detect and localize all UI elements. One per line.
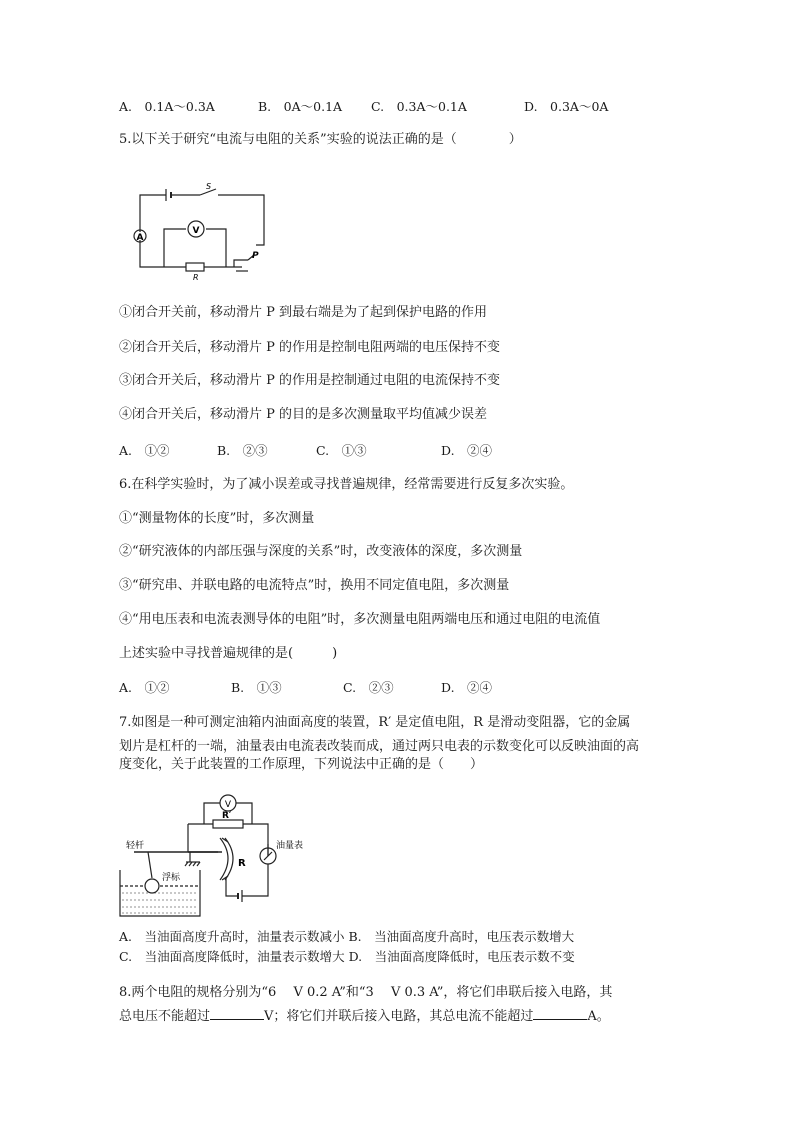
q8-line-1: 8.两个电阻的规格分别为“6 V 0.2 A”和“3 V 0.3 A”，将它们串联后接入电路，其	[119, 985, 613, 1000]
q6-option-d: D. ②④	[441, 680, 493, 695]
q7-voltmeter-label: V	[224, 800, 232, 810]
q6-option-a: A. ①②	[119, 680, 170, 695]
q4-option-d: D. 0.3A～0A	[524, 99, 609, 114]
q5-voltmeter-label: V	[192, 226, 200, 236]
q8-current-blank[interactable]	[533, 1005, 587, 1020]
q7-line-1: 7.如图是一种可测定油箱内油面高度的装置，R′ 是定值电阻，R 是滑动变阻器，它的金属	[119, 715, 631, 730]
q5-slider-label: P	[252, 251, 259, 261]
q5-circuit-diagram	[130, 180, 270, 280]
q6-option-b: B. ①③	[231, 680, 282, 695]
q7-fixed-resistor-label: R′	[222, 811, 232, 821]
q6-statement-2: ②“研究液体的内部压强与深度的关系”时，改变液体的深度，多次测量	[119, 544, 523, 559]
q8-text-b: V；将它们并联后接入电路，其总电流不能超过	[264, 1009, 534, 1024]
q6-statement-1: ①“测量物体的长度”时，多次测量	[119, 511, 315, 526]
q5-option-b: B. ②③	[217, 443, 268, 458]
q5-statement-2: ②闭合开关后，移动滑片 P 的作用是控制电阻两端的电压保持不变	[119, 340, 501, 355]
q7-options-row-2: C. 当油面高度降低时，油量表示数增大 D. 当油面高度降低时，电压表示数不变	[119, 949, 575, 964]
q7-options-row-1: A. 当油面高度升高时，油量表示数减小 B. 当油面高度升高时，电压表示数增大	[119, 929, 575, 944]
q5-option-d: D. ②④	[441, 443, 493, 458]
q7-lever-label: 轻杆	[126, 841, 145, 851]
q6-prompt: 上述实验中寻找普遍规律的是( )	[119, 646, 338, 661]
q5-option-a: A. ①②	[119, 443, 170, 458]
q8-voltage-blank[interactable]	[210, 1005, 264, 1020]
q5-ammeter-label: A	[136, 233, 144, 243]
q5-statement-1: ①闭合开关前，移动滑片 P 到最右端是为了起到保护电路的作用	[119, 305, 488, 320]
q6-option-c: C. ②③	[343, 680, 394, 695]
q7-float-label: 浮标	[162, 873, 181, 883]
q7-line-2: 划片是杠杆的一端，油量表由电流表改装而成，通过两只电表的示数变化可以反映油面的高	[119, 739, 640, 754]
q5-switch-label: S	[206, 182, 212, 191]
q7-gauge-label: 油量表	[276, 841, 304, 851]
q5-resistor-label: R	[193, 273, 199, 280]
q4-option-a: A. 0.1A～0.3A	[119, 99, 215, 114]
q5-statement-3: ③闭合开关后，移动滑片 P 的作用是控制通过电阻的电流保持不变	[119, 373, 501, 388]
q4-option-c: C. 0.3A～0.1A	[371, 99, 467, 114]
q8-line-2	[119, 1005, 610, 1026]
q7-oil-gauge-diagram	[118, 790, 318, 920]
q6-statement-4: ④“用电压表和电流表测导体的电阻”时，多次测量电阻两端电压和通过电阻的电流值	[119, 612, 601, 627]
q6-question: 6.在科学实验时，为了减小误差或寻找普遍规律，经常需要进行反复多次实验。	[119, 477, 574, 492]
q6-statement-3: ③“研究串、并联电路的电流特点”时，换用不同定值电阻，多次测量	[119, 578, 510, 593]
q7-line-3: 度变化，关于此装置的工作原理，下列说法中正确的是（ ）	[119, 757, 484, 772]
q8-text-a: 总电压不能超过	[119, 1009, 211, 1024]
q5-option-c: C. ①③	[316, 443, 367, 458]
q4-option-b: B. 0A～0.1A	[258, 99, 343, 114]
q8-text-c: A。	[587, 1009, 610, 1024]
q7-rheostat-label: R	[238, 858, 246, 869]
q5-question: 5.以下关于研究“电流与电阻的关系”实验的说法正确的是（ ）	[119, 132, 522, 147]
q5-statement-4: ④闭合开关后，移动滑片 P 的目的是多次测量取平均值减少误差	[119, 407, 488, 422]
